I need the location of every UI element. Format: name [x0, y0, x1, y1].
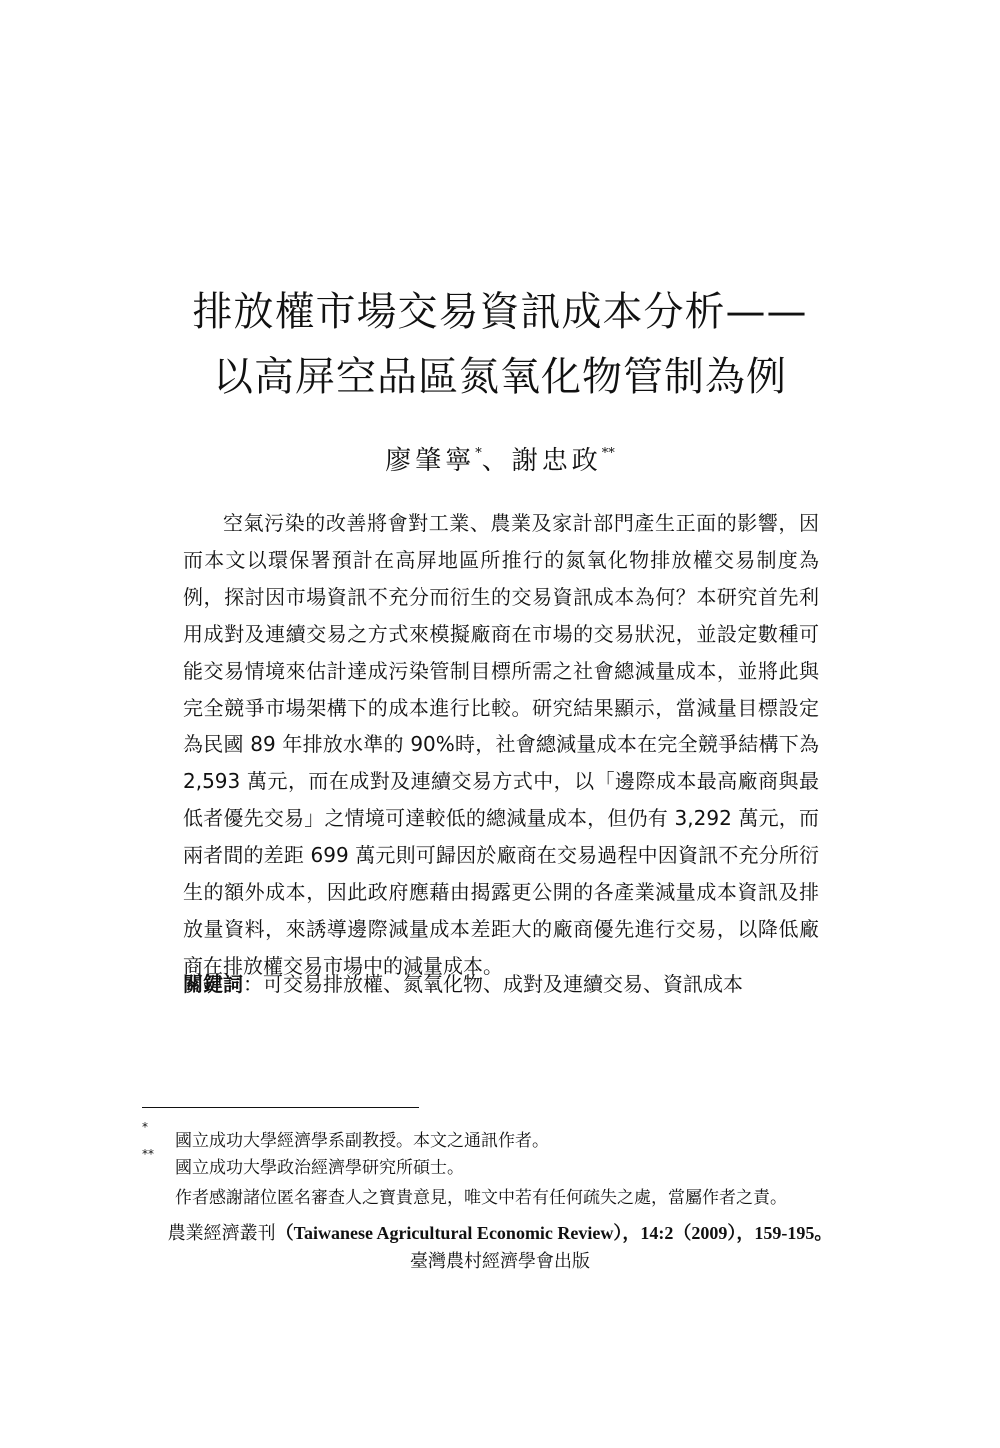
title-line-1: 排放權市場交易資訊成本分析—— [192, 289, 808, 335]
author-2-footnote-mark: ** [601, 446, 615, 461]
keywords-colon: ： [243, 972, 263, 996]
title-line-2: 以高屏空品區氮氧化物管制為例 [213, 354, 787, 400]
journal-name-zh: 農業經濟叢刊 [167, 1223, 276, 1244]
keywords-text: 可交易排放權、氮氧化物、成對及連續交易、資訊成本 [263, 972, 743, 996]
author-2: 謝忠政 [511, 446, 602, 476]
author-separator: 、 [481, 446, 512, 476]
publisher: 臺灣農村經濟學會出版 [410, 1251, 590, 1272]
journal-details: （Taiwanese Agricultural Economic Review），14:2（2009），159-195。 [275, 1223, 833, 1243]
footnote-2-text: 國立成功大學政治經濟學研究所碩士。 [175, 1158, 464, 1178]
keywords-label: 關鍵詞 [183, 972, 243, 996]
keywords [183, 968, 823, 997]
footnote-2-mark: ** [142, 1147, 154, 1161]
abstract: 空氣污染的改善將會對工業、農業及家計部門產生正面的影響，因而本文以環保署預計在高屏地區所推行的氮氧化物排放權交易制度為例，探討因市場資訊不充分而衍生的交易資訊成本為何？本研究首先利用成對及連續交易之方式來模擬廠商在市場的交易狀況，並設定數種可能交易情境來估計達成污染管制目標所需之社會總減量成本，並將此與完全競爭市場架構下的成本進行比較。研究結果顯示，當減量目標設定為民國 89 年排放水準的 90%時，社會總減量成本在完全競爭結構下為 2,593 萬元，而在成對及連續交易方式中，以「邊際成本最高廠商與最低者優先交易」之情境可達較低的總減量成本，但仍有 3,292 萬元，而兩者間的差距 699 萬元則可歸因於廠商在交易過程中因資訊不充分所衍生的額外成本，因此政府應藉由揭露更公開的各產業減量成本資訊及排放量資料，來誘導邊際減量成本差距大的廠商優先進行交易，以降低廠商在排放權交易市場中的減量成本。 [183, 511, 819, 978]
author-1-footnote-mark: * [475, 446, 482, 461]
footnote-1-mark: * [142, 1120, 148, 1134]
footnote-1-text: 國立成功大學經濟學系副教授。本文之通訊作者。 [175, 1131, 549, 1151]
authors [0, 440, 1000, 477]
footnote-divider [142, 1107, 419, 1108]
author-1: 廖肇寧 [385, 446, 476, 476]
journal-citation [0, 1219, 1000, 1245]
acknowledgement: 作者感謝諸位匿名審查人之寶貴意見，唯文中若有任何疏失之處，當屬作者之責。 [175, 1188, 787, 1208]
